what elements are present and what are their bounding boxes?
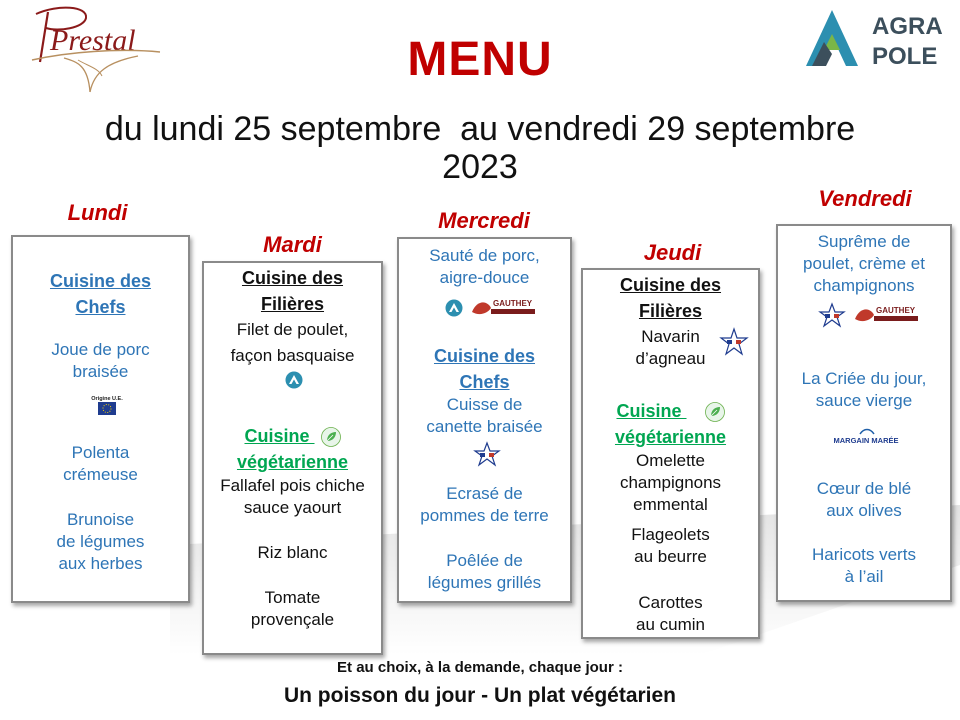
day-card-mercredi [397, 237, 572, 603]
dish-line-2: sauce yaourt [243, 498, 342, 517]
dish-line-1: La Criée du jour, [801, 369, 927, 388]
section-cuisine-des-chefs [13, 268, 188, 320]
section-cuisine-des-filieres [583, 272, 758, 324]
section-label-line-2: Filières [260, 294, 325, 314]
dish-line-1: Cuisse de [446, 395, 523, 414]
side-line-2: crémeuse [63, 465, 138, 484]
margain-maree-badge [818, 426, 914, 450]
dish-vegetarian [583, 450, 758, 516]
dish-line-1: Omelette [636, 451, 705, 470]
section-label-text: Cuisine [616, 401, 682, 421]
prestal-wordmark: Prestal [50, 24, 136, 57]
dish-line-2: aigre-douce [439, 268, 530, 287]
viande-francaise-badge [719, 326, 749, 360]
dish-line-1: Filet de poulet, [236, 320, 349, 339]
side-line-2: aux olives [826, 501, 902, 520]
gauthey-landes-badge [852, 301, 920, 329]
side-carottes [583, 592, 758, 636]
side-ecrase [399, 483, 570, 527]
origine-ue-badge [89, 393, 125, 417]
dish-line-2: poulet, crème et [803, 254, 925, 273]
agrapole-badge-icon [445, 299, 463, 317]
section-label-line-1: Cuisine des [433, 346, 536, 366]
dish-main [204, 317, 381, 369]
section-label-text: Cuisine [244, 426, 310, 446]
day-card-jeudi [581, 268, 760, 639]
section-label-line-2: Chefs [75, 297, 126, 317]
subtitle-line-1: du lundi 25 septembre au vendredi 29 septembre [104, 110, 856, 148]
leaf-icon [321, 427, 341, 447]
dish-line-1: Navarin [641, 327, 700, 346]
day-card-vendredi [776, 224, 952, 602]
day-name-mardi: Mardi [263, 232, 322, 257]
side-line-2: à l’ail [844, 567, 884, 586]
svg-text:GAUTHEY: GAUTHEY [493, 299, 533, 308]
side-poelee [399, 550, 570, 594]
section-label-line-2: Chefs [459, 372, 510, 392]
section-label-line-2: végétarienne [236, 452, 349, 472]
page-subtitle [0, 110, 960, 186]
section-cuisine-vegetarienne [583, 398, 758, 450]
dish-line-1: Sauté de porc, [429, 246, 540, 265]
side-line-1: Poêlée de [446, 551, 523, 570]
leaf-icon [705, 402, 725, 422]
day-name-jeudi: Jeudi [643, 240, 702, 265]
svg-text:Origine U.E.: Origine U.E. [91, 396, 123, 402]
section-label-line-1: Cuisine des [49, 271, 152, 291]
subtitle-line-2: 2023 [442, 148, 518, 186]
section-cuisine-des-chefs [399, 343, 570, 395]
footer-note: Et au choix, à la demande, chaque jour : [337, 659, 623, 676]
side-tomate [204, 587, 381, 631]
dish-main [13, 339, 188, 383]
section-label-line-1: Cuisine des [619, 275, 722, 295]
side-riz [204, 542, 381, 564]
dish-line-2: canette braisée [426, 417, 543, 436]
dish-line-2: champignons [619, 473, 722, 492]
dish-chefs [399, 394, 570, 438]
viande-francaise-badge [473, 441, 501, 467]
svg-text:MARGAIN MARÉE: MARGAIN MARÉE [833, 436, 899, 445]
section-label-line-1 [583, 398, 758, 424]
section-cuisine-des-filieres [204, 265, 381, 317]
gauthey-landes-badge [469, 294, 537, 322]
side-line-2: de légumes [56, 532, 145, 551]
svg-text:GAUTHEY: GAUTHEY [876, 306, 916, 315]
day-name-lundi: Lundi [67, 200, 128, 225]
section-label-line-2: végétarienne [614, 427, 727, 447]
footer-daily-options: Un poisson du jour - Un plat végétarien [283, 684, 677, 707]
side-line-2: au beurre [634, 547, 707, 566]
side-line-2: provençale [250, 610, 335, 629]
section-label-line-1 [204, 423, 381, 449]
dish-line-2: d’agneau [635, 349, 706, 368]
side-polenta [13, 442, 188, 486]
dish-line-3: champignons [813, 276, 915, 295]
dish-fish [778, 368, 950, 412]
side-line-2: pommes de terre [420, 506, 549, 525]
page-title: MENU [407, 33, 553, 86]
dish-vegetarian [204, 475, 381, 519]
day-name-vendredi: Vendredi [818, 186, 912, 211]
side-coeur-de-ble [778, 478, 950, 522]
day-name-mercredi: Mercredi [438, 208, 530, 233]
side-haricots [778, 544, 950, 588]
dish-main [399, 245, 570, 289]
dish-line-2: sauce vierge [815, 391, 913, 410]
side-line-1: Flageolets [631, 525, 710, 544]
side-line-1: Carottes [638, 593, 703, 612]
dish-line-1: Joue de porc [51, 340, 150, 359]
side-line-1: Brunoise [66, 510, 135, 529]
dish-line-2: façon basquaise [230, 346, 355, 365]
side-line-1: Riz blanc [257, 543, 328, 562]
dish-line-1: Suprême de [817, 232, 911, 251]
dish-line-2: braisée [72, 362, 129, 381]
side-line-2: légumes grillés [427, 573, 542, 592]
agrapole-badge-icon [285, 371, 303, 389]
agrapole-text-1: AGRA [872, 13, 943, 40]
side-line-2: au cumin [636, 615, 705, 634]
viande-francaise-badge [818, 302, 846, 328]
agrapole-text-2: POLE [872, 43, 938, 70]
side-line-1: Haricots verts [812, 545, 916, 564]
day-card-lundi [11, 235, 190, 603]
side-line-1: Ecrasé de [446, 484, 523, 503]
side-brunoise [13, 509, 188, 575]
side-line-3: aux herbes [58, 554, 143, 573]
day-card-mardi [202, 261, 383, 655]
section-label-line-1: Cuisine des [241, 268, 344, 288]
dish-main [778, 231, 950, 297]
side-line-1: Cœur de blé [816, 479, 912, 498]
section-label-line-2: Filières [638, 301, 703, 321]
dish-line-3: emmental [633, 495, 708, 514]
side-line-1: Polenta [71, 443, 130, 462]
side-flageolets [583, 524, 758, 568]
side-line-1: Tomate [264, 588, 321, 607]
section-cuisine-vegetarienne [204, 423, 381, 475]
dish-line-1: Fallafel pois chiche [220, 476, 365, 495]
